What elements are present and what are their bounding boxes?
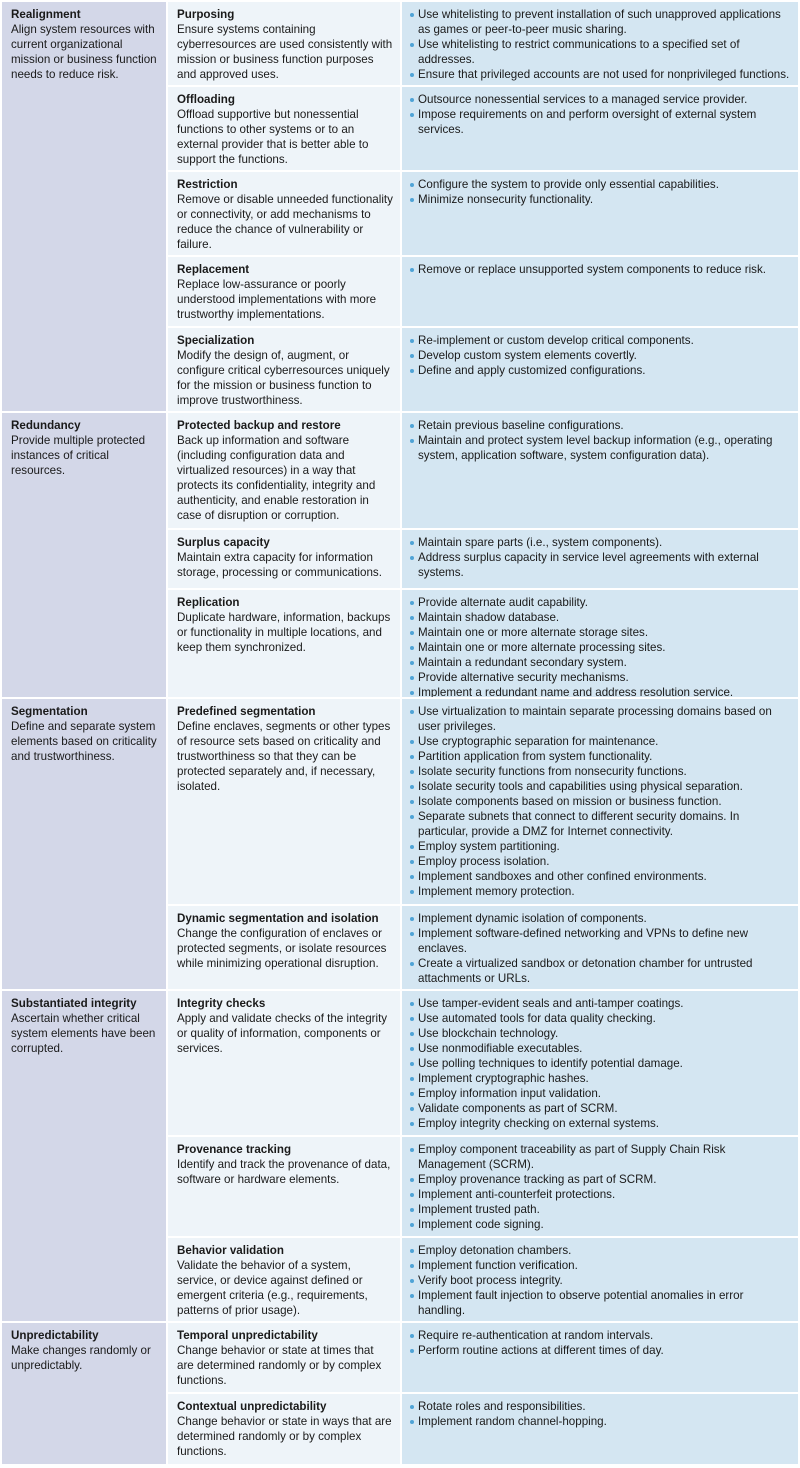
examples-list (409, 1328, 791, 1358)
example-item: Configure the system to provide only essential capabilities. (409, 177, 791, 192)
examples-list (409, 1243, 791, 1318)
group-description: Ascertain whether critical system elements have been corrupted. (11, 1012, 156, 1055)
technique-title: Temporal unpredictability (177, 1329, 318, 1342)
example-item: Require re-authentication at random intervals. (409, 1328, 791, 1343)
example-item: Implement trusted path. (409, 1202, 791, 1217)
example-item: Remove or replace unsupported system components to reduce risk. (409, 262, 791, 277)
example-item: Implement anti-counterfeit protections. (409, 1187, 791, 1202)
technique-description: Back up information and software (including configuration data and virtualized resources) in a way that protects its confidentiality, integrity and authenticity, and enable restoration in case of disruption or corruption. (177, 434, 376, 522)
example-item: Outsource nonessential services to a managed service provider. (409, 92, 791, 107)
technique-description: Offload supportive but nonessential functions to other systems or to an external provider that is better able to support the functions. (177, 108, 369, 166)
examples-cell (402, 991, 798, 1135)
examples-list (409, 262, 791, 277)
example-item: Isolate components based on mission or business function. (409, 794, 791, 809)
technique-title: Replication (177, 596, 240, 609)
example-item: Partition application from system functionality. (409, 749, 791, 764)
group-cell (2, 1323, 166, 1464)
example-item: Implement memory protection. (409, 884, 791, 899)
technique-title: Specialization (177, 334, 255, 347)
example-item: Employ detonation chambers. (409, 1243, 791, 1258)
group-name: Segmentation (11, 705, 88, 718)
examples-cell (402, 1137, 798, 1236)
examples-list (409, 333, 791, 378)
examples-cell (402, 530, 798, 588)
example-item: Re-implement or custom develop critical components. (409, 333, 791, 348)
examples-list (409, 996, 791, 1131)
examples-cell (402, 257, 798, 326)
example-item: Use blockchain technology. (409, 1026, 791, 1041)
example-item: Use whitelisting to prevent installation of such unapproved applications as games or peer-to-peer music sharing. (409, 7, 791, 37)
technique-cell (168, 413, 400, 528)
example-item: Validate components as part of SCRM. (409, 1101, 791, 1116)
technique-title: Replacement (177, 263, 250, 276)
technique-description: Replace low-assurance or poorly understood implementations with more trustworthy implementations. (177, 278, 377, 321)
group-cell (2, 413, 166, 697)
example-item: Implement software-defined networking and VPNs to define new enclaves. (409, 926, 791, 956)
example-item: Impose requirements on and perform oversight of external system services. (409, 107, 791, 137)
example-item: Verify boot process integrity. (409, 1273, 791, 1288)
example-item: Implement function verification. (409, 1258, 791, 1273)
technique-description: Change the configuration of enclaves or protected segments, or isolate resources while minimizing operational disruption. (177, 927, 387, 970)
examples-cell (402, 1238, 798, 1321)
technique-cell (168, 530, 400, 588)
example-item: Implement code signing. (409, 1217, 791, 1232)
examples-cell (402, 1323, 798, 1392)
examples-list (409, 911, 791, 986)
example-item: Ensure that privileged accounts are not used for nonprivileged functions. (409, 67, 791, 82)
example-item: Use automated tools for data quality checking. (409, 1011, 791, 1026)
technique-title: Contextual unpredictability (177, 1400, 327, 1413)
technique-description: Change behavior or state in ways that are determined randomly or by complex functions. (177, 1415, 392, 1458)
technique-description: Change behavior or state at times that are determined randomly or by complex functions. (177, 1344, 382, 1387)
examples-cell (402, 172, 798, 255)
example-item: Maintain spare parts (i.e., system components). (409, 535, 791, 550)
examples-list (409, 418, 791, 463)
example-item: Minimize nonsecurity functionality. (409, 192, 791, 207)
technique-cell (168, 2, 400, 85)
examples-list (409, 1142, 791, 1232)
group-cell (2, 699, 166, 989)
example-item: Employ component traceability as part of Supply Chain Risk Management (SCRM). (409, 1142, 791, 1172)
example-item: Employ integrity checking on external systems. (409, 1116, 791, 1131)
example-item: Implement dynamic isolation of components. (409, 911, 791, 926)
example-item: Isolate security functions from nonsecurity functions. (409, 764, 791, 779)
group-name: Substantiated integrity (11, 997, 137, 1010)
example-item: Maintain a redundant secondary system. (409, 655, 791, 670)
examples-list (409, 535, 791, 580)
technique-description: Ensure systems containing cyberresources are used consistently with mission or business function purposes and approved uses. (177, 23, 393, 81)
technique-title: Behavior validation (177, 1244, 284, 1257)
example-item: Employ provenance tracking as part of SCRM. (409, 1172, 791, 1187)
technique-cell (168, 328, 400, 411)
example-item: Retain previous baseline configurations. (409, 418, 791, 433)
examples-cell (402, 413, 798, 528)
group-description: Define and separate system elements based on criticality and trustworthiness. (11, 720, 157, 763)
technique-cell (168, 87, 400, 170)
technique-title: Purposing (177, 8, 235, 21)
examples-list (409, 595, 791, 697)
technique-title: Offloading (177, 93, 235, 106)
examples-list (409, 177, 791, 207)
example-item: Provide alternate audit capability. (409, 595, 791, 610)
examples-cell (402, 1394, 798, 1464)
examples-list (409, 704, 791, 899)
technique-cell (168, 1323, 400, 1392)
examples-list (409, 1399, 791, 1429)
example-item: Maintain one or more alternate storage sites. (409, 625, 791, 640)
example-item: Maintain and protect system level backup information (e.g., operating system, application software, system configuration data). (409, 433, 791, 463)
example-item: Implement a redundant name and address resolution service. (409, 685, 791, 697)
example-item: Address surplus capacity in service level agreements with external systems. (409, 550, 791, 580)
technique-description: Modify the design of, augment, or configure critical cyberresources uniquely for the mission or business function to improve trustworthiness. (177, 349, 390, 407)
technique-title: Provenance tracking (177, 1143, 292, 1156)
technique-title: Integrity checks (177, 997, 266, 1010)
examples-list (409, 92, 791, 137)
example-item: Define and apply customized configurations. (409, 363, 791, 378)
technique-cell (168, 1137, 400, 1236)
example-item: Use whitelisting to restrict communications to a specified set of addresses. (409, 37, 791, 67)
example-item: Employ process isolation. (409, 854, 791, 869)
group-cell (2, 991, 166, 1321)
examples-list (409, 7, 791, 82)
technique-title: Predefined segmentation (177, 705, 316, 718)
technique-description: Duplicate hardware, information, backups or functionality in multiple locations, and keep them synchronized. (177, 611, 391, 654)
example-item: Rotate roles and responsibilities. (409, 1399, 791, 1414)
technique-description: Remove or disable unneeded functionality or connectivity, or add mechanisms to reduce the chance of vulnerability or failure. (177, 193, 393, 251)
group-description: Align system resources with current organizational mission or business function needs to reduce risk. (11, 23, 157, 81)
examples-cell (402, 906, 798, 989)
example-item: Employ information input validation. (409, 1086, 791, 1101)
example-item: Maintain one or more alternate processing sites. (409, 640, 791, 655)
group-description: Make changes randomly or unpredictably. (11, 1344, 151, 1372)
technique-cell (168, 991, 400, 1135)
technique-description: Define enclaves, segments or other types of resource sets based on criticality and trustworthiness so that they can be protected separately and, if necessary, isolated. (177, 720, 391, 793)
technique-cell (168, 1238, 400, 1321)
example-item: Use cryptographic separation for maintenance. (409, 734, 791, 749)
technique-description: Validate the behavior of a system, service, or device against defined or emergent criteria (e.g., requirements, patterns of prior usage). (177, 1259, 368, 1317)
group-description: Provide multiple protected instances of critical resources. (11, 434, 146, 477)
examples-cell (402, 699, 798, 904)
example-item: Use polling techniques to identify potential damage. (409, 1056, 791, 1071)
technique-description: Apply and validate checks of the integrity or quality of information, components or services. (177, 1012, 388, 1055)
example-item: Create a virtualized sandbox or detonation chamber for untrusted attachments or URLs. (409, 956, 791, 986)
technique-title: Protected backup and restore (177, 419, 341, 432)
example-item: Implement cryptographic hashes. (409, 1071, 791, 1086)
technique-cell (168, 1394, 400, 1464)
example-item: Implement random channel-hopping. (409, 1414, 791, 1429)
examples-cell (402, 2, 798, 85)
group-cell (2, 2, 166, 411)
technique-description: Identify and track the provenance of data, software or hardware elements. (177, 1158, 391, 1186)
example-item: Separate subnets that connect to different security domains. In particular, provide a DMZ for Internet connectivity. (409, 809, 791, 839)
example-item: Perform routine actions at different times of day. (409, 1343, 791, 1358)
technique-cell (168, 257, 400, 326)
technique-title: Dynamic segmentation and isolation (177, 912, 379, 925)
example-item: Use virtualization to maintain separate processing domains based on user privileges. (409, 704, 791, 734)
examples-cell (402, 87, 798, 170)
examples-cell (402, 590, 798, 697)
example-item: Implement fault injection to observe potential anomalies in error handling. (409, 1288, 791, 1318)
technique-title: Restriction (177, 178, 238, 191)
technique-description: Maintain extra capacity for information storage, processing or communications. (177, 551, 382, 579)
technique-cell (168, 699, 400, 904)
technique-cell (168, 172, 400, 255)
technique-title: Surplus capacity (177, 536, 270, 549)
example-item: Provide alternative security mechanisms. (409, 670, 791, 685)
group-name: Realignment (11, 8, 81, 21)
example-item: Develop custom system elements covertly. (409, 348, 791, 363)
example-item: Employ system partitioning. (409, 839, 791, 854)
technique-cell (168, 590, 400, 697)
example-item: Maintain shadow database. (409, 610, 791, 625)
examples-cell (402, 328, 798, 411)
group-name: Unpredictability (11, 1329, 99, 1342)
group-name: Redundancy (11, 419, 81, 432)
example-item: Use nonmodifiable executables. (409, 1041, 791, 1056)
example-item: Use tamper-evident seals and anti-tamper coatings. (409, 996, 791, 1011)
example-item: Implement sandboxes and other confined environments. (409, 869, 791, 884)
technique-cell (168, 906, 400, 989)
example-item: Isolate security tools and capabilities using physical separation. (409, 779, 791, 794)
